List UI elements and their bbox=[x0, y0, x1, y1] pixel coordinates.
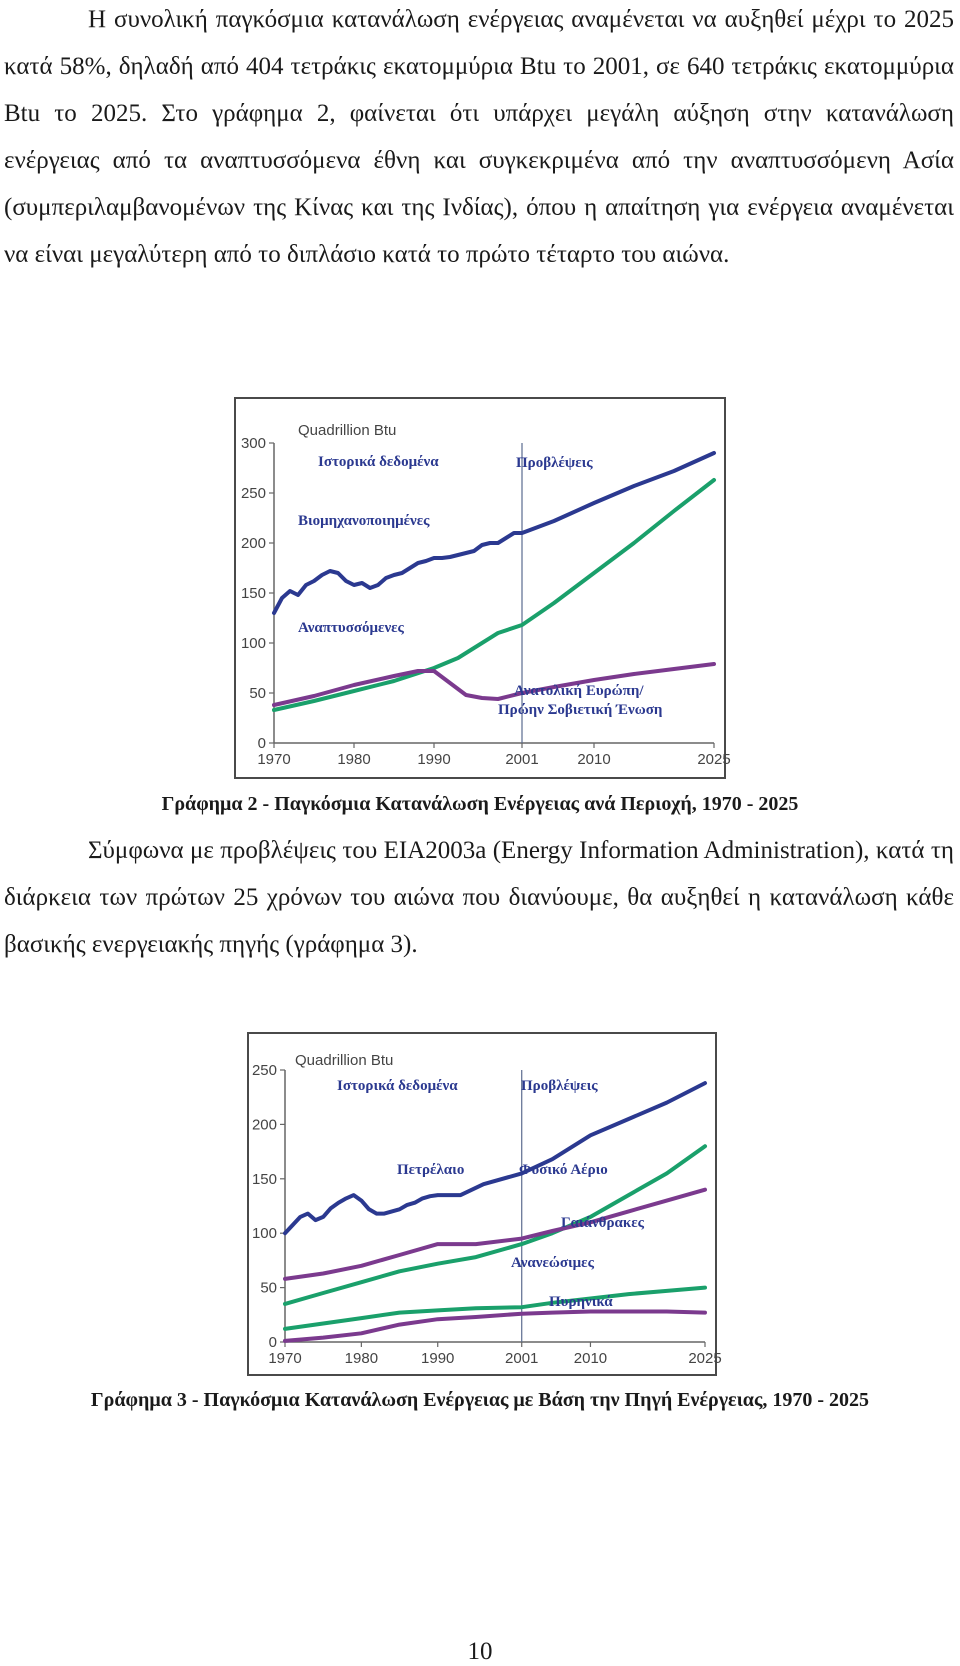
y-tick-label: 0 bbox=[268, 1334, 277, 1351]
paragraph-intro: Η συνολική παγκόσμια κατανάλωση ενέργειας αναμένεται να αυξηθεί μέχρι το 2025 κατά 58%, δηλαδή από 404 τετράκις εκατομμύρια Btu το 2001, σε 640 τετράκις εκατομμύρια Btu το 2025. Στο γράφημα 2, φαίνεται ότι υπάρχει μεγάλη αύξηση στην κατανάλωση ενέργειας από τα αναπτυσσόμενα έθνη και συγκεκριμένα από την αναπτυσσόμενη Ασία (συμπεριλαμβανομένων της Κίνας και της Ινδίας), όπου η απαίτηση για ενέργεια αναμένεται να είναι μεγαλύτερη από το διπλάσιο κατά το πρώτο τέταρτο του αιώνα. bbox=[4, 6, 954, 268]
page-number: 10 bbox=[467, 1638, 493, 1665]
x-tick-label: 1970 bbox=[268, 1350, 302, 1367]
chart-energy-by-source bbox=[247, 1032, 722, 1376]
x-tick-label: 2010 bbox=[573, 1350, 608, 1367]
series-label-2: Αναπτυσσόμενες bbox=[298, 620, 404, 636]
x-tick-label: 2025 bbox=[688, 1350, 722, 1367]
series-label-4: Ανανεώσιμες bbox=[511, 1255, 594, 1271]
region-label-forecast: Προβλέψεις bbox=[516, 455, 593, 471]
caption-chart-3: Γράφημα 3 - Παγκόσμια Κατανάλωση Ενέργειας με Βάση την Πηγή Ενέργειας, 1970 - 2025 bbox=[90, 1389, 870, 1411]
series-line-1 bbox=[285, 1083, 705, 1233]
y-tick-label: 150 bbox=[240, 585, 266, 602]
series-label-1: Πετρέλαιο bbox=[397, 1162, 465, 1178]
x-tick-label: 2001 bbox=[505, 751, 539, 768]
y-tick-label: 100 bbox=[251, 1225, 277, 1243]
y-tick-label: 250 bbox=[251, 1062, 277, 1079]
x-tick-label: 1980 bbox=[344, 1350, 379, 1367]
series-label-1: Βιομηχανοποιημένες bbox=[298, 513, 430, 529]
annotation-label-2: Πρώην Σοβιετική Ένωση bbox=[498, 702, 663, 718]
y-tick-label: 0 bbox=[257, 735, 266, 752]
x-tick-label: 1990 bbox=[421, 1350, 455, 1367]
chart-energy-by-source-svg bbox=[249, 1034, 722, 1374]
x-tick-label: 1970 bbox=[257, 751, 291, 768]
y-tick-label: 100 bbox=[240, 635, 266, 652]
region-label-historical: Ιστορικά δεδομένα bbox=[318, 454, 439, 470]
x-tick-label: 2001 bbox=[505, 1350, 539, 1367]
series-label-2: Φυσικό Αέριο bbox=[519, 1162, 608, 1178]
paragraph-eia: Σύμφωνα με προβλέψεις του EIA2003a (Energy Information Administration), κατά τη διάρκεια των πρώτων 25 χρόνων του αιώνα που διανύουμε, θα αυξηθεί η κατανάλωση κάθε βασικής ενεργειακής πηγής (γράφημα 3). bbox=[4, 837, 954, 958]
y-tick-label: 200 bbox=[251, 1116, 277, 1134]
y-tick-label: 200 bbox=[240, 535, 266, 552]
annotation-label-1: Ανατολική Ευρώπη/ bbox=[514, 683, 644, 699]
y-tick-label: 250 bbox=[240, 485, 266, 502]
chart-energy-by-region bbox=[234, 397, 731, 779]
series-line-4 bbox=[285, 1288, 705, 1329]
series-line-3 bbox=[274, 664, 714, 705]
series-label-3: Γαιάνθρακες bbox=[561, 1215, 644, 1231]
caption-chart-2: Γράφημα 2 - Παγκόσμια Κατανάλωση Ενέργειας ανά Περιοχή, 1970 - 2025 bbox=[161, 793, 799, 815]
x-tick-label: 1990 bbox=[417, 751, 451, 768]
series-label-5: Πυρηνικά bbox=[549, 1294, 613, 1310]
y-tick-label: 150 bbox=[251, 1170, 277, 1188]
unit-label: Quadrillion Btu bbox=[295, 1052, 394, 1069]
y-tick-label: 50 bbox=[249, 685, 266, 702]
x-tick-label: 2010 bbox=[577, 751, 611, 768]
series-line-3 bbox=[285, 1190, 705, 1279]
region-label-historical: Ιστορικά δεδομένα bbox=[337, 1078, 458, 1094]
series-line-5 bbox=[285, 1312, 705, 1341]
y-tick-label: 300 bbox=[240, 435, 266, 452]
x-tick-label: 2025 bbox=[697, 751, 731, 768]
unit-label: Quadrillion Btu bbox=[298, 422, 397, 439]
region-label-forecast: Προβλέψεις bbox=[521, 1078, 598, 1094]
y-tick-label: 50 bbox=[260, 1279, 277, 1297]
chart-energy-by-region-svg bbox=[236, 399, 731, 777]
x-tick-label: 1980 bbox=[337, 751, 371, 768]
